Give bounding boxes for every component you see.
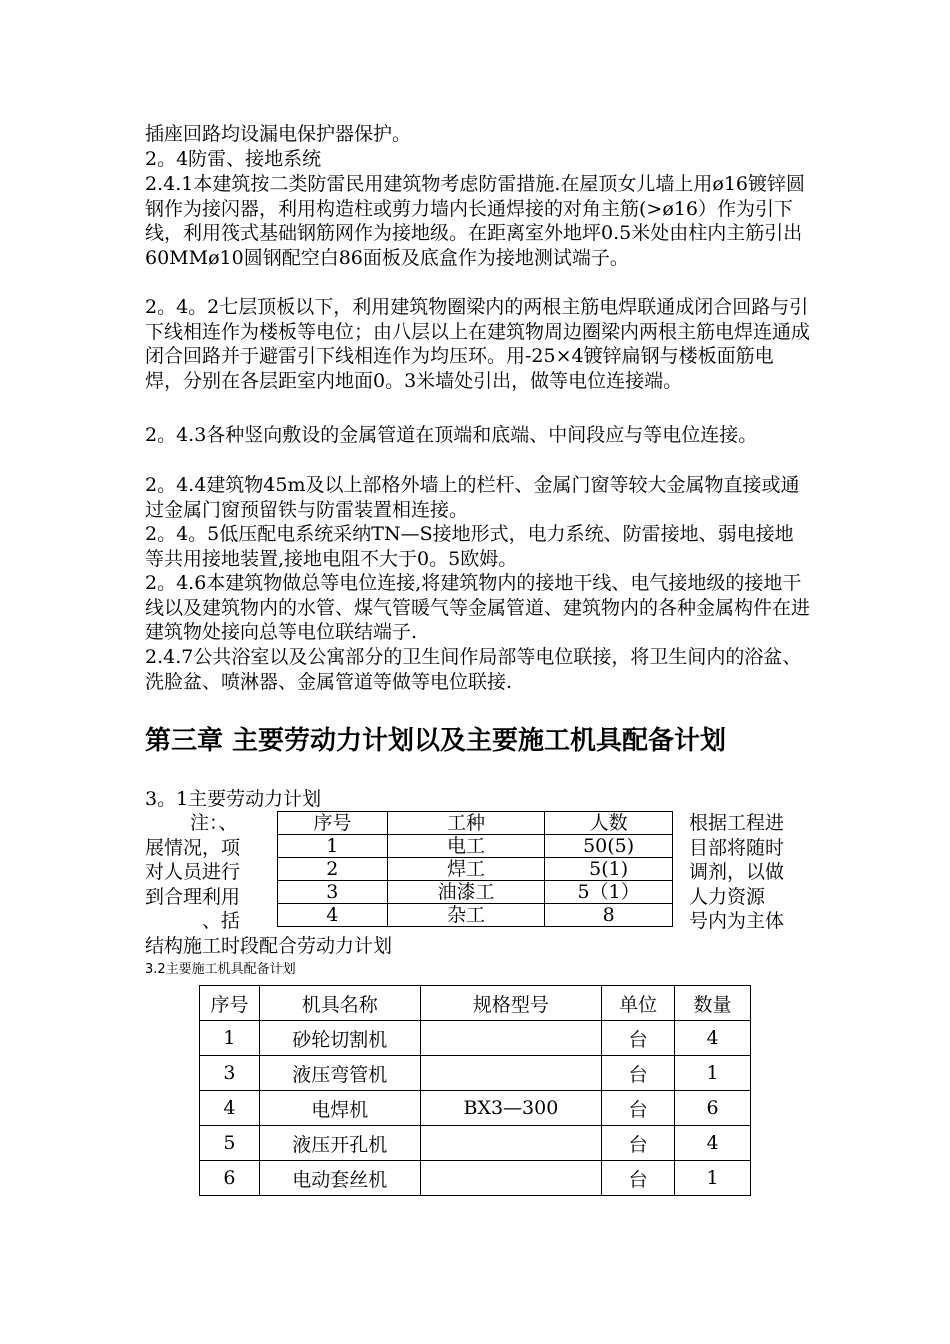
chapter-title: 第三章 主要劳动力计划以及主要施工机具配备计划: [145, 726, 727, 756]
table-cell: 1: [200, 1021, 260, 1056]
table-cell: 液压弯管机: [259, 1056, 420, 1091]
table-cell: 2: [278, 858, 388, 881]
paragraph-2-4-4: 2。4.4建筑物45m及以上部格外墙上的栏杆、金属门窗等较大金属物直接或通过金属门窗预留铁与防雷装置相连接。: [145, 474, 800, 521]
table-cell: 电工: [387, 835, 545, 858]
table-cell: [420, 1021, 602, 1056]
labor-right-text-4: 人力资源: [689, 886, 766, 908]
labor-left-text-1: 注：、: [190, 812, 238, 834]
paragraph-2-4-7: 2.4.7公共浴室以及公寓部分的卫生间作局部等电位联接，将卫生间内的浴盆、洗脸盆、喷淋器、金属管道等做等电位联接.: [145, 646, 802, 693]
table-cell: 电焊机: [259, 1091, 420, 1126]
paragraph-2-4-6: 2。4.6本建筑物做总等电位连接,将建筑物内的接地干线、电气接地级的接地干线以及建筑物内的水管、煤气管暖气等金属管道、建筑物内的各种金属构件在进建筑物处接向总等电位联结端子.: [145, 572, 811, 643]
labor-left-text-2: 展情况，项: [145, 837, 241, 859]
table-cell: 4: [278, 904, 388, 927]
labor-table: [277, 811, 673, 927]
header-cell: 单位: [602, 986, 675, 1021]
header-cell: 机具名称: [259, 986, 420, 1021]
table-cell: 1: [278, 835, 388, 858]
table-cell: [420, 1056, 602, 1091]
labor-right-text-2: 目部将随时: [689, 837, 785, 859]
section-3-1-heading: 3。1主要劳动力计划: [145, 788, 322, 810]
labor-right-text-5: 号内为主体: [689, 910, 785, 932]
labor-left-text-5: 、括: [202, 910, 241, 932]
labor-right-text-3: 调剂，以做: [689, 861, 785, 883]
labor-left-text-3: 对人员进行: [145, 861, 241, 883]
paragraph-socket-protection: 插座回路均设漏电保护器保护。: [145, 123, 412, 145]
equipment-table: [199, 985, 751, 1196]
table-cell: BX3—300: [420, 1091, 602, 1126]
table-row: [278, 835, 673, 858]
table-header-row: [278, 812, 673, 835]
header-cell: 序号: [278, 812, 388, 835]
labor-left-text-4: 到合理利用: [145, 886, 241, 908]
table-cell: 台: [602, 1091, 675, 1126]
table-cell: 焊工: [387, 858, 545, 881]
table-row: [200, 1021, 751, 1056]
table-cell: 1: [675, 1056, 751, 1091]
table-cell: 8: [545, 904, 673, 927]
table-cell: 液压开孔机: [259, 1126, 420, 1161]
table-cell: 5: [200, 1126, 260, 1161]
paragraph-2-4-1: 2.4.1本建筑按二类防雷民用建筑物考虑防雷措施.在屋顶女儿墙上用ø16镀锌圆钢作为接闪器，利用构造柱或剪力墙内长通焊接的对角主筋(>ø16）作为引下线，利用筏式基础钢筋网作为接地级。在距离室外地坪0.5米处由柱内主筋引出60MMø10圆钢配空白86面板及底盒作为接地测试端子。: [145, 173, 806, 269]
table-cell: 电动套丝机: [259, 1161, 420, 1196]
table-row: [200, 1126, 751, 1161]
table-cell: 50(5): [545, 835, 673, 858]
table-cell: 杂工: [387, 904, 545, 927]
paragraph-2-4-3: 2。4.3各种竖向敷设的金属管道在顶端和底端、中间段应与等电位连接。: [145, 424, 758, 446]
header-cell: 规格型号: [420, 986, 602, 1021]
table-row: [200, 1091, 751, 1126]
table-row: [278, 858, 673, 881]
table-cell: 4: [675, 1126, 751, 1161]
table-cell: 台: [602, 1021, 675, 1056]
heading-lightning-grounding: 2。4防雷、接地系统: [145, 148, 322, 170]
header-cell: 数量: [675, 986, 751, 1021]
table-cell: [420, 1161, 602, 1196]
header-cell: 工种: [387, 812, 545, 835]
table-cell: 5(1): [545, 858, 673, 881]
table-cell: 6: [675, 1091, 751, 1126]
labor-right-text-1: 根据工程进: [689, 812, 785, 834]
table-row: [278, 881, 673, 904]
table-row: [200, 1161, 751, 1196]
paragraph-2-4-2: 2。4。2七层顶板以下，利用建筑物圈梁内的两根主筋电焊联通成闭合回路与引下线相连作为楼板等电位；由八层以上在建筑物周边圈梁内两根主筋电焊连通成闭合回路并于避雷引下线相连作为均压环。用-25×4镀锌扁钢与楼板面筋电焊，分别在各层距室内地面0。3米墙处引出，做等电位连接端。: [145, 296, 811, 392]
table-cell: [420, 1126, 602, 1161]
table-cell: 5（1）: [545, 881, 673, 904]
table-cell: 台: [602, 1056, 675, 1091]
table-cell: 4: [200, 1091, 260, 1126]
table-cell: 台: [602, 1161, 675, 1196]
header-cell: 人数: [545, 812, 673, 835]
table-cell: 6: [200, 1161, 260, 1196]
section-3-2-heading: 3.2主要施工机具配备计划: [145, 962, 296, 977]
table-cell: 砂轮切割机: [259, 1021, 420, 1056]
table-cell: 台: [602, 1126, 675, 1161]
table-row: [278, 904, 673, 927]
table-header-row: [200, 986, 751, 1021]
table-row: [200, 1056, 751, 1091]
paragraph-2-4-5: 2。4。5低压配电系统采纳TN—S接地形式，电力系统、防雷接地、弱电接地等共用接地装置,接地电阻不大于0。5欧姆。: [145, 523, 794, 570]
labor-after-text: 结构施工时段配合劳动力计划: [145, 935, 393, 957]
table-cell: 3: [278, 881, 388, 904]
table-cell: 4: [675, 1021, 751, 1056]
table-cell: 油漆工: [387, 881, 545, 904]
table-cell: 3: [200, 1056, 260, 1091]
table-cell: 1: [675, 1161, 751, 1196]
header-cell: 序号: [200, 986, 260, 1021]
